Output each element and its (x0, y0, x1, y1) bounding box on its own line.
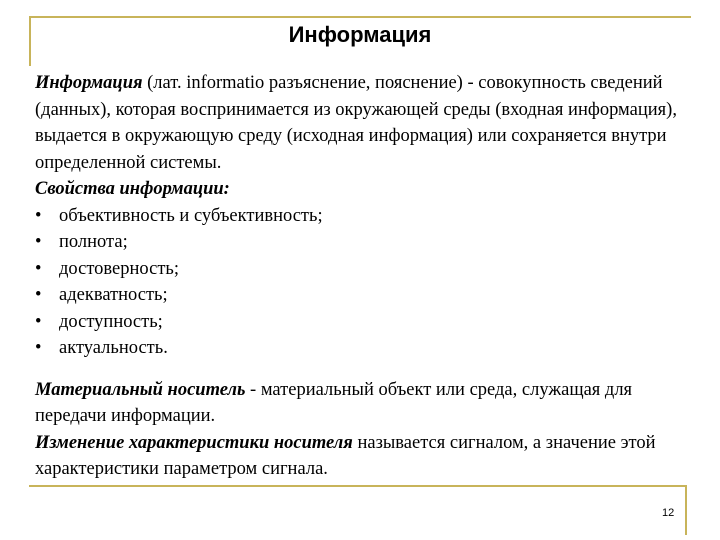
bullet-icon: • (35, 205, 42, 226)
frame-right-line (685, 485, 687, 535)
property-text: доступность; (59, 311, 163, 332)
list-item (35, 335, 695, 362)
properties-list (35, 203, 695, 362)
definition-paragraph (35, 70, 695, 176)
carrier-term: Материальный носитель (35, 379, 246, 400)
list-item (35, 256, 695, 283)
carrier-paragraph (35, 377, 695, 430)
properties-heading: Свойства информации: (35, 179, 230, 199)
bullet-icon: • (35, 258, 42, 279)
definition-text: (лат. informatio разъяснение, пояснение) - совокупность сведений (данных), которая воспринимается из окружающей среды (входная информация), выдается в окружающую среду (исходная информация) или сохраняется внутри определенной системы. (35, 73, 677, 173)
list-item (35, 229, 695, 256)
signal-text: называется сигналом, а значение этой характеристики параметром сигнала. (35, 432, 656, 479)
bullet-icon: • (35, 338, 42, 358)
property-text: адекватность; (59, 285, 168, 305)
frame-bottom-line (29, 485, 687, 487)
slide-content (35, 70, 695, 483)
bullet-icon: • (35, 285, 42, 305)
property-text: актуальность. (59, 338, 168, 358)
page-number: 12 (662, 507, 675, 519)
bullet-icon: • (35, 232, 42, 252)
list-item (35, 203, 695, 230)
property-text: полнота; (59, 232, 128, 252)
frame-top-line (29, 16, 691, 18)
property-text: достоверность; (59, 258, 179, 279)
bullet-icon: • (35, 311, 42, 332)
spacer (35, 362, 695, 377)
slide-title: Информация (288, 22, 432, 47)
signal-term: Изменение характеристики носителя (35, 432, 353, 453)
signal-paragraph (35, 430, 695, 483)
definition-term: Информация (35, 73, 143, 93)
list-item (35, 282, 695, 309)
list-item (35, 309, 695, 336)
property-text: объективность и субъективность; (59, 205, 323, 226)
carrier-text: - материальный объект или среда, служащая для передачи информации. (35, 379, 633, 426)
